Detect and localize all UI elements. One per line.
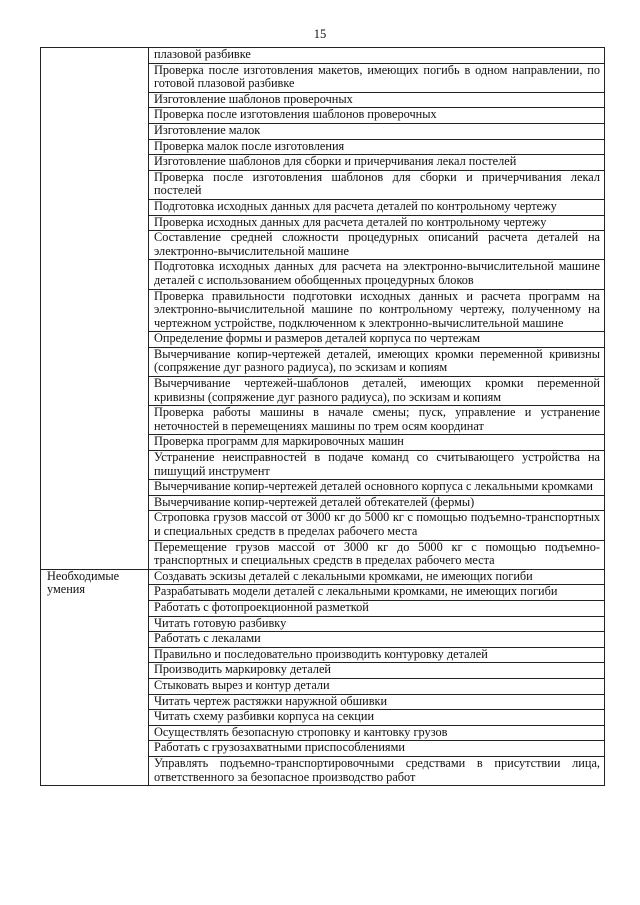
table-row — [41, 569, 605, 585]
competency-table — [40, 47, 605, 786]
table-cell: Проверка программ для маркировочных машин — [149, 435, 605, 451]
table-cell: Изготовление шаблонов для сборки и причерчивания лекал постелей — [149, 155, 605, 171]
table-cell: плазовой разбивке — [149, 48, 605, 64]
table-cell: Вычерчивание копир-чертежей деталей основного корпуса с лекальными кромками — [149, 480, 605, 496]
table-cell: Проверка малок после изготовления — [149, 139, 605, 155]
table-cell: Перемещение грузов массой от 3000 кг до 5000 кг с помощью подъемно-транспортных и специальных средств в пределах рабочего места — [149, 540, 605, 569]
table-cell: Вычерчивание копир-чертежей деталей, имеющих кромки переменной кривизны (сопряжение дуг разного радиуса), по эскизам и копиям — [149, 347, 605, 376]
table-cell: Изготовление шаблонов проверочных — [149, 92, 605, 108]
table-cell: Создавать эскизы деталей с лекальными кромками, не имеющих погиби — [149, 569, 605, 585]
section-1-label-cell — [41, 48, 149, 570]
table-cell: Строповка грузов массой от 3000 кг до 5000 кг с помощью подъемно-транспортных и специальных средств в пределах рабочего места — [149, 511, 605, 540]
table-cell: Проверка исходных данных для расчета деталей по контрольному чертежу — [149, 215, 605, 231]
table-cell: Подготовка исходных данных для расчета деталей по контрольному чертежу — [149, 199, 605, 215]
table-cell: Проверка работы машины в начале смены; пуск, управление и устранение неточностей в перемещениях машины по трем осям координат — [149, 406, 605, 435]
table-cell: Работать с грузозахватными приспособлениями — [149, 741, 605, 757]
table-cell: Проверка правильности подготовки исходных данных и расчета программ на электронно-вычислительной машине по контрольному чертежу, полученному на чертежном устройстве, подключенном к электронно-вычислительной машине — [149, 289, 605, 332]
table-cell: Управлять подъемно-транспортировочными средствами в присутствии лица, ответственного за безопасное производство работ — [149, 756, 605, 785]
table-row — [41, 48, 605, 64]
table-cell: Вычерчивание чертежей-шаблонов деталей, имеющих кромки переменной кривизны (сопряжение дуг разного радиуса), по эскизам и копиям — [149, 377, 605, 406]
table-cell: Читать схему разбивки корпуса на секции — [149, 710, 605, 726]
table-cell: Проверка после изготовления макетов, имеющих погибь в одном направлении, по готовой плазовой разбивке — [149, 63, 605, 92]
table-cell: Правильно и последовательно производить контуровку деталей — [149, 647, 605, 663]
page-number: 15 — [313, 27, 327, 41]
table-cell: Устранение неисправностей в подаче команд со считывающего устройства на пишущий инструмент — [149, 451, 605, 480]
table-cell: Подготовка исходных данных для расчета на электронно-вычислительной машине деталей с использованием обобщенных процедурных блоков — [149, 260, 605, 289]
table-cell: Осуществлять безопасную строповку и кантовку грузов — [149, 725, 605, 741]
table-cell: Изготовление малок — [149, 123, 605, 139]
table-cell: Читать готовую разбивку — [149, 616, 605, 632]
table-cell: Вычерчивание копир-чертежей деталей обтекателей (фермы) — [149, 495, 605, 511]
table-cell: Работать с лекалами — [149, 632, 605, 648]
table-cell: Стыковать вырез и контур детали — [149, 678, 605, 694]
table-cell: Разрабатывать модели деталей с лекальными кромками, не имеющих погиби — [149, 585, 605, 601]
table-cell: Составление средней сложности процедурных описаний расчета деталей на электронно-вычислительной машине — [149, 231, 605, 260]
section-label-required-skills: Необходимые умения — [41, 569, 149, 785]
table-cell: Работать с фотопроекционной разметкой — [149, 600, 605, 616]
table-cell: Определение формы и размеров деталей корпуса по чертежам — [149, 332, 605, 348]
table-cell: Проверка после изготовления шаблонов для сборки и причерчивания лекал постелей — [149, 170, 605, 199]
table-cell: Производить маркировку деталей — [149, 663, 605, 679]
table-cell: Читать чертеж растяжки наружной обшивки — [149, 694, 605, 710]
table-cell: Проверка после изготовления шаблонов проверочных — [149, 108, 605, 124]
